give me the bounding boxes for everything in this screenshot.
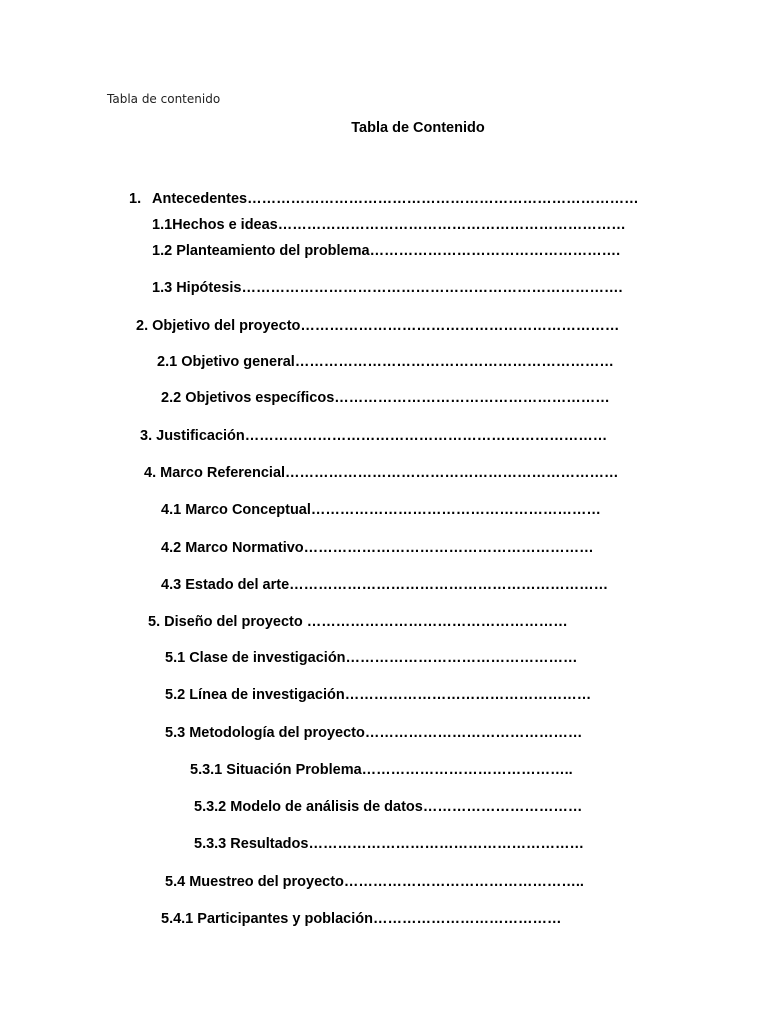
toc-entry-text: Participantes y población………………………………… bbox=[197, 911, 562, 927]
toc-entry bbox=[144, 464, 619, 482]
toc-entry bbox=[152, 216, 626, 234]
toc-entry-text: Marco Conceptual…………………………………………………… bbox=[185, 502, 601, 518]
toc-entry-number: 2.2 bbox=[161, 390, 182, 406]
toc-entry bbox=[190, 761, 573, 779]
toc-entry-number: 1.1 bbox=[152, 217, 173, 233]
toc-entry-number: 4. bbox=[144, 465, 157, 481]
toc-entry-text: Modelo de análisis de datos…………………………… bbox=[230, 799, 583, 815]
header-note: Tabla de contenido bbox=[107, 92, 221, 106]
toc-entry-number: 4.1 bbox=[161, 502, 182, 518]
toc-entry-text: Diseño del proyecto ……………………………………………… bbox=[164, 614, 568, 630]
toc-entry bbox=[157, 353, 614, 371]
toc-entry-number: 1.3 bbox=[152, 280, 173, 296]
page-title: Tabla de Contenido bbox=[351, 120, 485, 136]
toc-entry bbox=[152, 279, 623, 297]
toc-entry bbox=[161, 389, 610, 407]
toc-entry bbox=[161, 539, 594, 557]
toc-entry-number: 2. bbox=[136, 318, 149, 334]
toc-entry-text: Hechos e ideas……………………………………………………………… bbox=[172, 217, 626, 233]
toc-entry-text: Justificación………………………………………………………………… bbox=[156, 428, 608, 444]
toc-entry-text: Hipótesis……………………………………………………………………. bbox=[176, 280, 623, 296]
toc-entry-number: 2.1 bbox=[157, 354, 178, 370]
toc-entry bbox=[161, 910, 561, 928]
toc-entry bbox=[140, 427, 607, 445]
toc-entry-number: 5.4.1 bbox=[161, 911, 194, 927]
toc-entry-text: Antecedentes……………………………………………………………………… bbox=[152, 191, 639, 207]
toc-entry bbox=[152, 242, 620, 260]
toc-entry bbox=[136, 317, 619, 335]
toc-entry-text: Línea de investigación…………………………………………… bbox=[189, 687, 592, 703]
toc-entry-number: 1.2 bbox=[152, 243, 173, 259]
toc-entry-text: Metodología del proyecto……………………………………… bbox=[189, 725, 583, 741]
toc-entry bbox=[161, 576, 608, 594]
toc-entry-text: Muestreo del proyecto………………………………………….. bbox=[189, 874, 584, 890]
toc-entry bbox=[165, 873, 584, 891]
toc-entry bbox=[165, 686, 591, 704]
toc-entry bbox=[165, 649, 578, 667]
toc-entry-text: Marco Referencial…………………………………………………………… bbox=[160, 465, 619, 481]
toc-entry-text: Clase de investigación………………………………………… bbox=[189, 650, 578, 666]
toc-entry-number: 5.4 bbox=[165, 874, 186, 890]
toc-entry-number: 1. bbox=[129, 191, 142, 207]
toc-entry-number: 5.3.2 bbox=[194, 799, 227, 815]
toc-entry-number: 5. bbox=[148, 614, 161, 630]
toc-entry-text: Resultados………………………………………………… bbox=[230, 836, 584, 852]
toc-entry bbox=[165, 724, 582, 742]
toc-entry-number: 4.2 bbox=[161, 540, 182, 556]
toc-entry-number: 5.3.3 bbox=[194, 836, 227, 852]
toc-entry-number: 3. bbox=[140, 428, 153, 444]
toc-entry-number: 4.3 bbox=[161, 577, 182, 593]
toc-entry-text: Objetivos específicos………………………………………………… bbox=[185, 390, 610, 406]
toc-entry bbox=[148, 613, 568, 631]
toc-entry-text: Estado del arte………………………………………………………… bbox=[185, 577, 609, 593]
toc-entry-text: Planteamiento del problema……………………………………………. bbox=[176, 243, 621, 259]
toc-entry-text: Objetivo general………………………………………………………… bbox=[181, 354, 614, 370]
toc-entry-number: 5.3.1 bbox=[190, 762, 223, 778]
toc-entry-number: 5.2 bbox=[165, 687, 186, 703]
toc-entry-number: 5.1 bbox=[165, 650, 186, 666]
toc-entry bbox=[194, 798, 582, 816]
toc-entry-number: 5.3 bbox=[165, 725, 186, 741]
toc-entry bbox=[161, 501, 601, 519]
toc-entry-text: Objetivo del proyecto………………………………………………………… bbox=[152, 318, 620, 334]
toc-entry-text: Situación Problema…………………………………….. bbox=[226, 762, 573, 778]
toc-entry-text: Marco Normativo…………………………………………………… bbox=[185, 540, 594, 556]
toc-entry bbox=[129, 190, 639, 208]
toc-entry bbox=[194, 835, 584, 853]
